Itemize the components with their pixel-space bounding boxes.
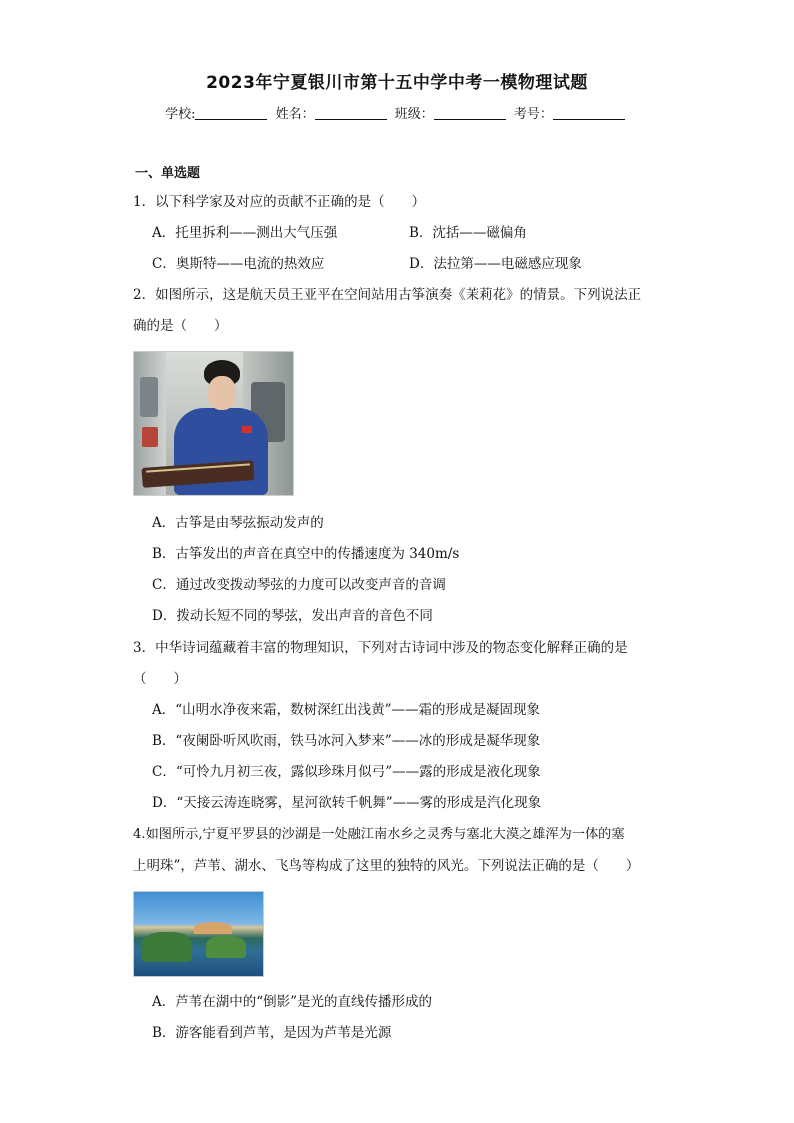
q2-option-d[interactable]: D．拨动长短不同的琴弦，发出声音的音色不同 [152, 608, 433, 624]
q2-option-a[interactable]: A．古筝是由琴弦振动发声的 [152, 515, 324, 531]
q1-option-a[interactable]: A．托里拆利——测出大气压强 [152, 225, 338, 241]
q2-stem-line2: 确的是（ ） [133, 318, 228, 334]
q1-stem: 1．以下科学家及对应的贡献不正确的是（ ） [133, 194, 426, 210]
school-blank[interactable] [195, 107, 267, 120]
q4-option-b[interactable]: B．游客能看到芦苇，是因为芦苇是光源 [152, 1025, 392, 1041]
q3-option-c[interactable]: C．“可怜九月初三夜，露似珍珠月似弓”——露的形成是液化现象 [152, 764, 541, 780]
q2-option-b[interactable]: B．古筝发出的声音在真空中的传播速度为 340m/s [152, 546, 460, 562]
name-label: 姓名： [275, 107, 315, 122]
name-blank[interactable] [315, 107, 387, 120]
q1-option-b[interactable]: B．沈括——磁偏角 [409, 225, 527, 241]
class-label: 班级： [394, 107, 434, 122]
school-label: 学校: [165, 107, 196, 122]
q1-option-c[interactable]: C．奥斯特——电流的热效应 [152, 256, 325, 272]
section-heading: 一、单选题 [135, 166, 201, 181]
page-title: 2023年宁夏银川市第十五中学中考一模物理试题 [206, 73, 588, 93]
sand-lake-photo [133, 891, 264, 977]
student-info-row [0, 103, 794, 122]
q3-stem-line2: （ ） [133, 671, 187, 687]
class-blank[interactable] [434, 107, 506, 120]
exam-number-blank[interactable] [553, 107, 625, 120]
exam-number-label: 考号： [513, 107, 553, 122]
q4-stem-line1: 4.如图所示,宁夏平罗县的沙湖是一处融江南水乡之灵秀与塞北大漠之雄浑为一体的塞 [133, 827, 625, 842]
q4-stem-line2: 上明珠”，芦苇、湖水、飞鸟等构成了这里的独特的风光。下列说法正确的是（ ） [133, 858, 640, 874]
q3-option-d[interactable]: D．“天接云涛连晓雾，星河欲转千帆舞”——雾的形成是汽化现象 [152, 795, 542, 811]
q2-option-c[interactable]: C．通过改变拨动琴弦的力度可以改变声音的音调 [152, 577, 446, 593]
q3-option-a[interactable]: A．“山明水净夜来霜，数树深红出浅黄”——霜的形成是凝固现象 [152, 702, 541, 718]
q2-stem-line1: 2．如图所示，这是航天员王亚平在空间站用古筝演奏《茉莉花》的情景。下列说法正 [133, 287, 642, 303]
q3-stem-line1: 3．中华诗词蕴藏着丰富的物理知识，下列对古诗词中涉及的物态变化解释正确的是 [133, 640, 628, 656]
q1-option-d[interactable]: D．法拉第——电磁感应现象 [409, 256, 582, 272]
q3-option-b[interactable]: B．“夜阑卧听风吹雨，铁马冰河入梦来”——冰的形成是凝华现象 [152, 733, 541, 749]
q4-option-a[interactable]: A．芦苇在湖中的“倒影”是光的直线传播形成的 [152, 994, 433, 1010]
astronaut-guzheng-photo [133, 351, 294, 496]
